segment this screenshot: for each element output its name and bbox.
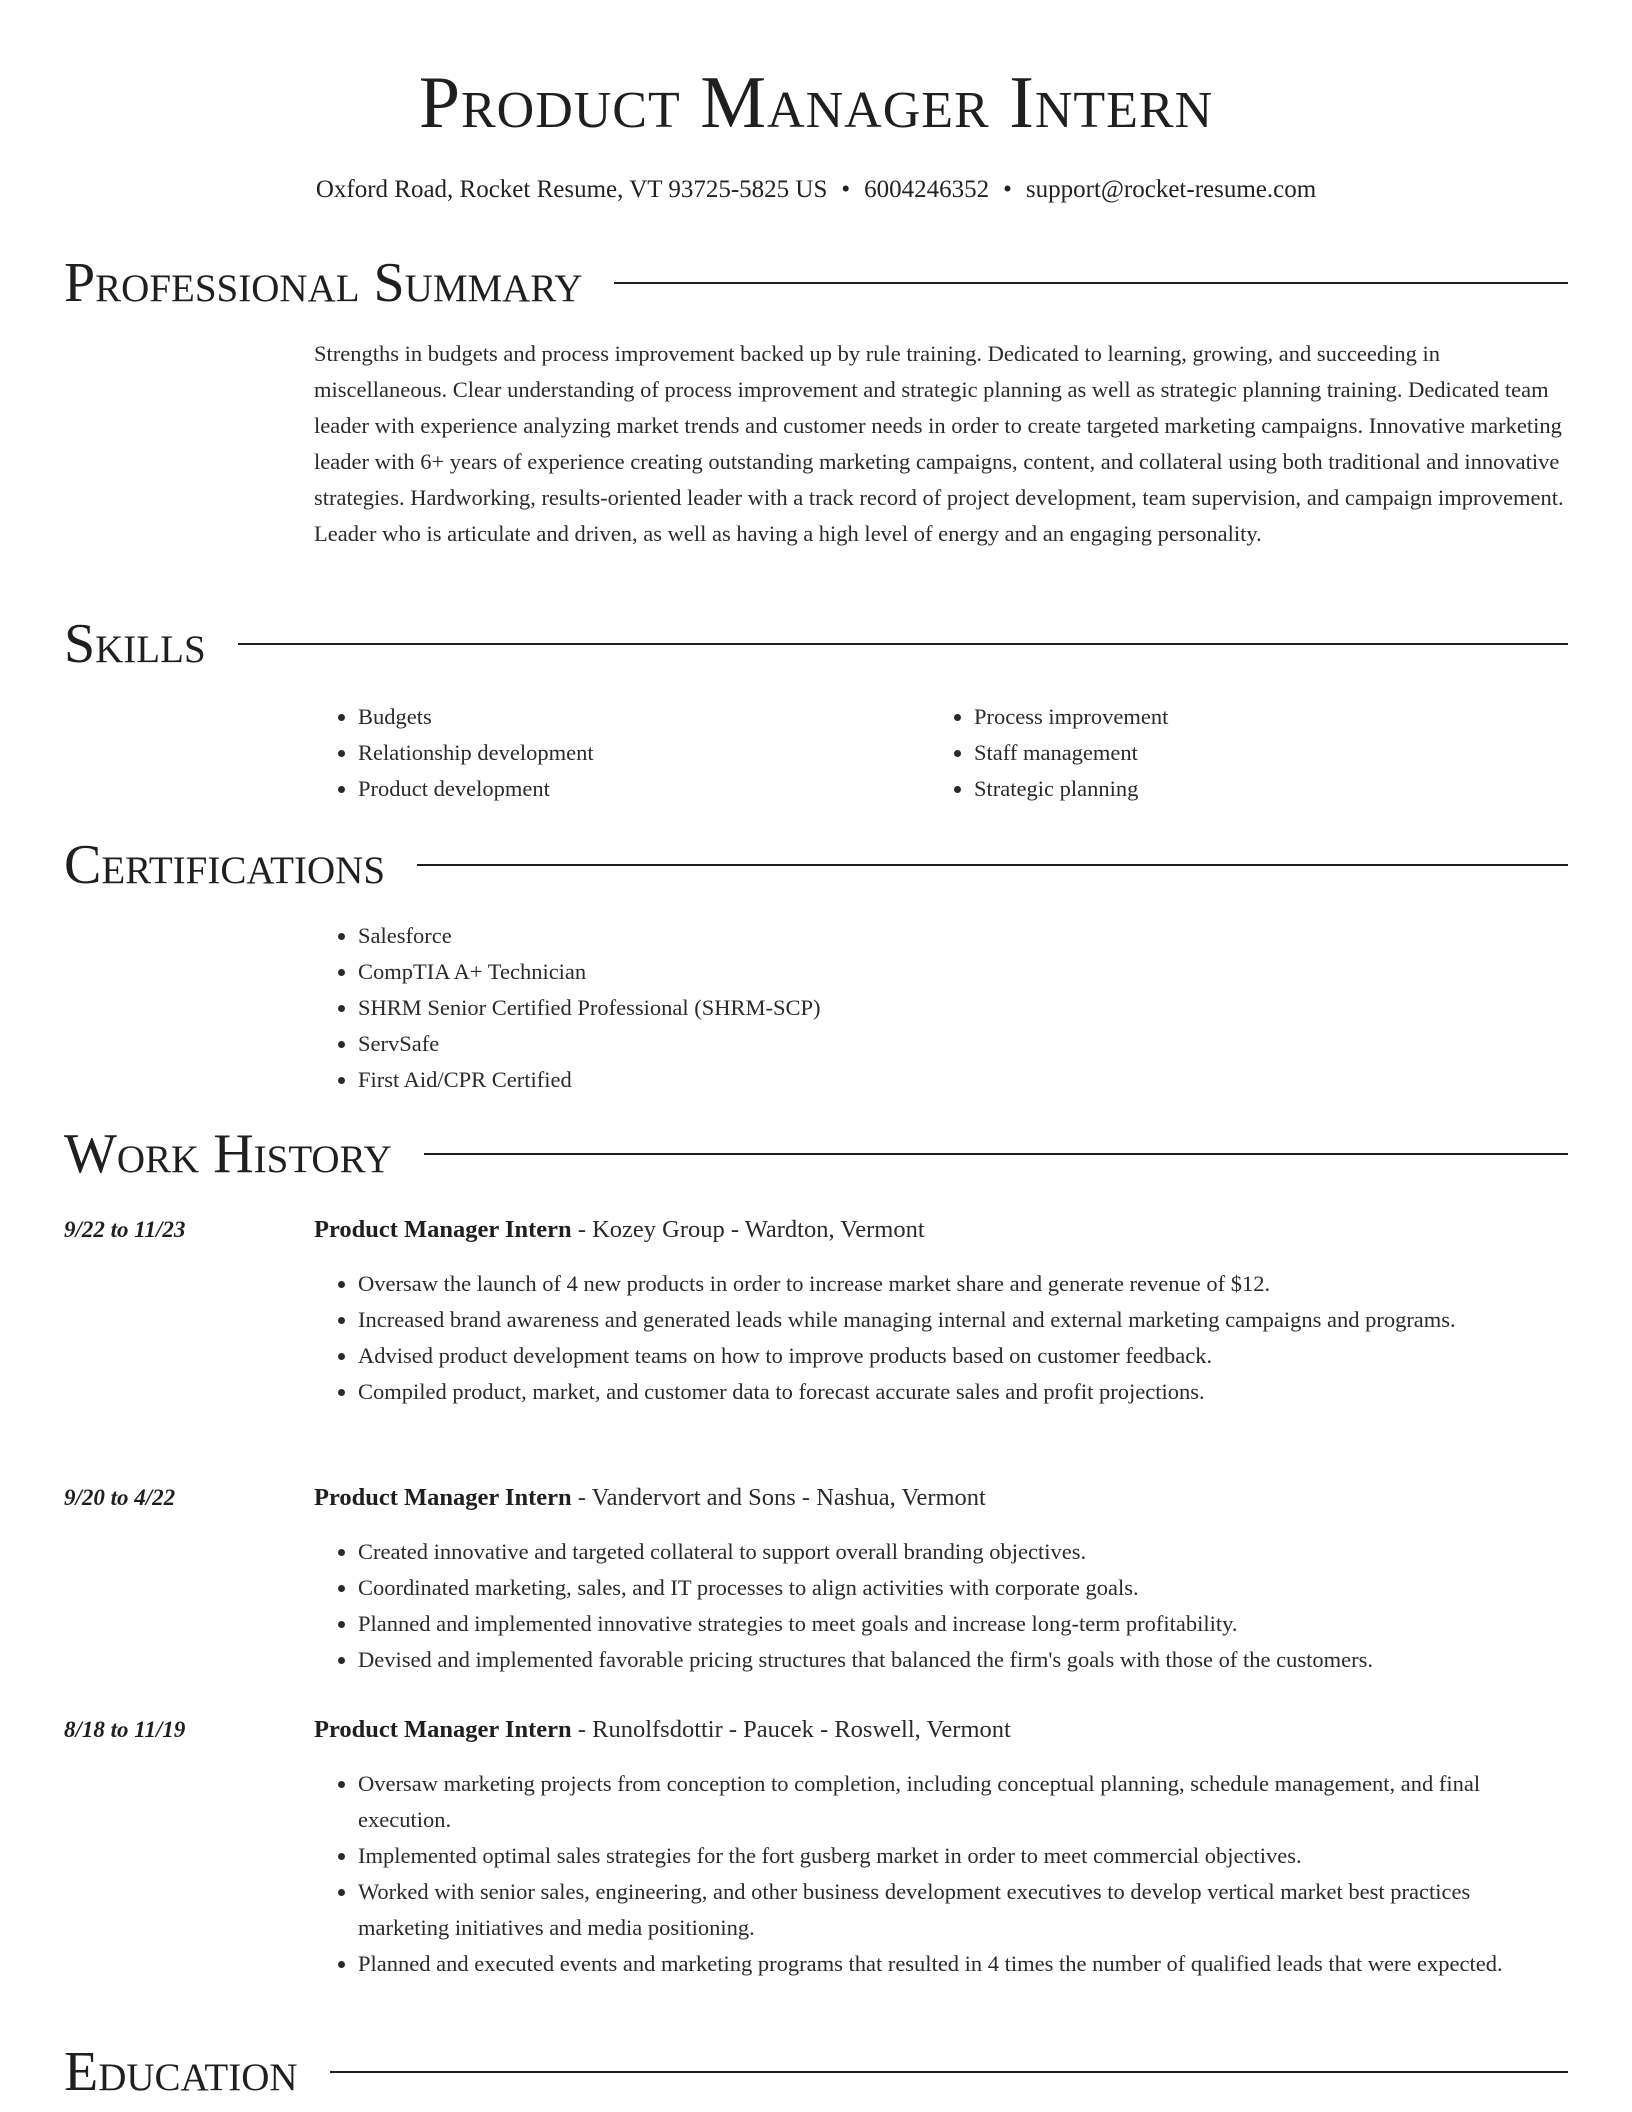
contact-separator: •: [1003, 176, 1012, 203]
skill-item: • Staff management: [974, 735, 1546, 771]
job-duties: [314, 1266, 1564, 1410]
skill-item: • Process improvement: [974, 699, 1546, 735]
summary-text: Strengths in budgets and process improvement backed up by rule training. Dedicated to learning, growing, and succeeding in miscellaneous. Clear understanding of process improvement and strategic planning as well as strategic planning training. Dedicated team leader with experience analyzing market trends and customer needs in order to create targeted marketing campaigns. Innovative marketing leader with 6+ years of experience creating outstanding marketing campaigns, content, and collateral using both traditional and innovative strategies. Hardworking, results-oriented leader with a track record of project development, team supervision, and campaign improvement. Leader who is articulate and driven, as well as having a high level of energy and an engaging personality.: [314, 341, 1564, 546]
contact-email: support@rocket-resume.com: [1025, 176, 1317, 203]
contact-address: Oxford Road, Rocket Resume, VT 93725-5825 US: [315, 176, 828, 203]
job-employer-location: - Runolfsdottir - Paucek - Roswell, Vermont: [571, 1716, 1011, 1743]
job-duty: • Created innovative and targeted collateral to support overall branding objectives.: [358, 1534, 1564, 1570]
section-title: Skills: [64, 613, 206, 675]
job-duty: • Planned and executed events and marketing programs that resulted in 4 times the number of qualified leads that were expected.: [358, 1946, 1564, 1982]
section-title: Certifications: [64, 834, 386, 896]
skill-item: • Product development: [358, 771, 930, 807]
section-divider: [238, 643, 1568, 645]
job-duty: • Coordinated marketing, sales, and IT processes to align activities with corporate goals.: [358, 1570, 1564, 1606]
job-employer-location: - Vandervort and Sons - Nashua, Vermont: [571, 1484, 986, 1511]
job-role: Product Manager Intern: [314, 1716, 572, 1743]
section-divider: [417, 864, 1568, 866]
job-employer-location: - Kozey Group - Wardton, Vermont: [571, 1216, 925, 1243]
section-skills: [64, 612, 1568, 676]
skills-column-right: [930, 699, 1546, 807]
job-duty: • Oversaw marketing projects from conception to completion, including conceptual planning, schedule management, and final execution.: [358, 1766, 1564, 1838]
certification-item: • SHRM Senior Certified Professional (SHRM-SCP): [358, 990, 1564, 1026]
job-duty: • Increased brand awareness and generated leads while managing internal and external marketing campaigns and programs.: [358, 1302, 1564, 1338]
section-title: Education: [64, 2041, 298, 2103]
job-duty: • Devised and implemented favorable pricing structures that balanced the firm's goals with those of the customers.: [358, 1642, 1564, 1678]
contact-line: [0, 174, 1632, 206]
job-duty: • Oversaw the launch of 4 new products in order to increase market share and generate revenue of $12.: [358, 1266, 1564, 1302]
job-duties: [314, 1534, 1564, 1678]
contact-phone: 6004246352: [864, 176, 990, 203]
job-duty: • Compiled product, market, and customer data to forecast accurate sales and profit projections.: [358, 1374, 1564, 1410]
section-divider: [424, 1153, 1568, 1155]
job-duty: • Advised product development teams on how to improve products based on customer feedback.: [358, 1338, 1564, 1374]
job-heading: [314, 1480, 1564, 1516]
job-role: Product Manager Intern: [314, 1216, 572, 1243]
certifications-list: [314, 918, 1564, 1098]
skill-item: • Budgets: [358, 699, 930, 735]
job-heading: [314, 1712, 1564, 1748]
job-duty: • Worked with senior sales, engineering, and other business development executives to develop vertical market best practices marketing initiatives and media positioning.: [358, 1874, 1564, 1946]
section-divider: [330, 2071, 1568, 2073]
contact-separator: •: [841, 176, 851, 203]
job-duties: [314, 1766, 1564, 1982]
job-role: Product Manager Intern: [314, 1484, 572, 1511]
section-divider: [614, 282, 1568, 284]
skill-item: • Strategic planning: [974, 771, 1546, 807]
skills-list: [314, 699, 1564, 807]
certification-item: • Salesforce: [358, 918, 1564, 954]
section-education: [64, 2040, 1568, 2104]
candidate-name: Product Manager Intern: [418, 62, 1214, 144]
certification-item: • CompTIA A+ Technician: [358, 954, 1564, 990]
certification-item: • First Aid/CPR Certified: [358, 1062, 1564, 1098]
job-duty: • Planned and implemented innovative strategies to meet goals and increase long-term profitability.: [358, 1606, 1564, 1642]
job-duty: • Implemented optimal sales strategies for the fort gusberg market in order to meet commercial objectives.: [358, 1838, 1564, 1874]
skill-item: • Relationship development: [358, 735, 930, 771]
job-heading: [314, 1212, 1564, 1248]
section-professional-summary: [64, 251, 1568, 315]
certification-item: • ServSafe: [358, 1026, 1564, 1062]
job-dates: 8/18 to 11/19: [64, 1717, 186, 1742]
job-dates: 9/20 to 4/22: [64, 1485, 176, 1510]
skills-column-left: [314, 699, 930, 807]
section-work-history: [64, 1122, 1568, 1186]
section-title: Work History: [64, 1123, 392, 1185]
job-dates: 9/22 to 11/23: [64, 1217, 186, 1242]
section-title: Professional Summary: [64, 252, 583, 314]
section-certifications: [64, 833, 1568, 897]
